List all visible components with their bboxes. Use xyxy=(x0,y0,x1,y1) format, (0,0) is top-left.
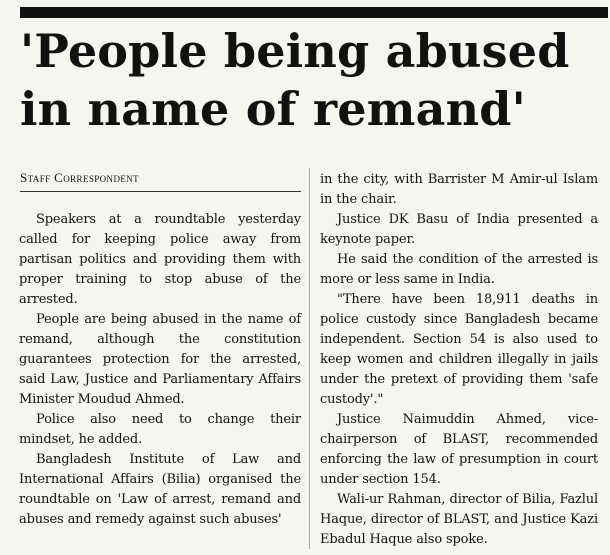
paragraph: Wali-ur Rahman, director of Bilia, Fazlul Haque, director of BLAST, and Justice Kazi Ebadul Haque also spoke. xyxy=(320,492,598,547)
paragraph: He said the condition of the arrested is more or less same in India. xyxy=(320,252,598,287)
headline xyxy=(20,22,605,138)
byline-rule xyxy=(20,191,301,192)
headline-line-2: in name of remand' xyxy=(20,82,526,136)
column-divider xyxy=(309,168,310,549)
paragraph: Speakers at a roundtable yesterday called for keeping police away from partisan politics and providing them with proper training to stop abuse of the arrested. xyxy=(19,212,301,307)
paragraph: Police also need to change their mindset, he added. xyxy=(19,412,301,447)
right-column xyxy=(320,170,598,550)
paragraph: in the city, with Barrister M Amir-ul Islam in the chair. xyxy=(320,172,598,207)
headline-line-1: 'People being abused xyxy=(20,24,570,78)
left-column xyxy=(19,210,301,530)
paragraph: People are being abused in the name of remand, although the constitution guarantees protection for the arrested, said Law, Justice and Parliamentary Affairs Minister Moudud Ahmed. xyxy=(19,312,301,407)
paragraph: "There have been 18,911 deaths in police custody since Bangladesh became independent. Section 54 is also used to keep women and children illegally in jails under the pretext of providing them 'safe custody'." xyxy=(320,292,598,407)
top-rule xyxy=(20,7,608,18)
paragraph: Justice Naimuddin Ahmed, vice-chairperson of BLAST, recommended enforcing the law of presumption in court under section 154. xyxy=(320,412,598,487)
paragraph: Justice DK Basu of India presented a keynote paper. xyxy=(320,212,598,247)
paragraph: Bangladesh Institute of Law and International Affairs (Bilia) organised the roundtable on 'Law of arrest, remand and abuses and remedy against such abuses' xyxy=(19,452,301,527)
byline: Staff Correspondent xyxy=(20,170,140,185)
